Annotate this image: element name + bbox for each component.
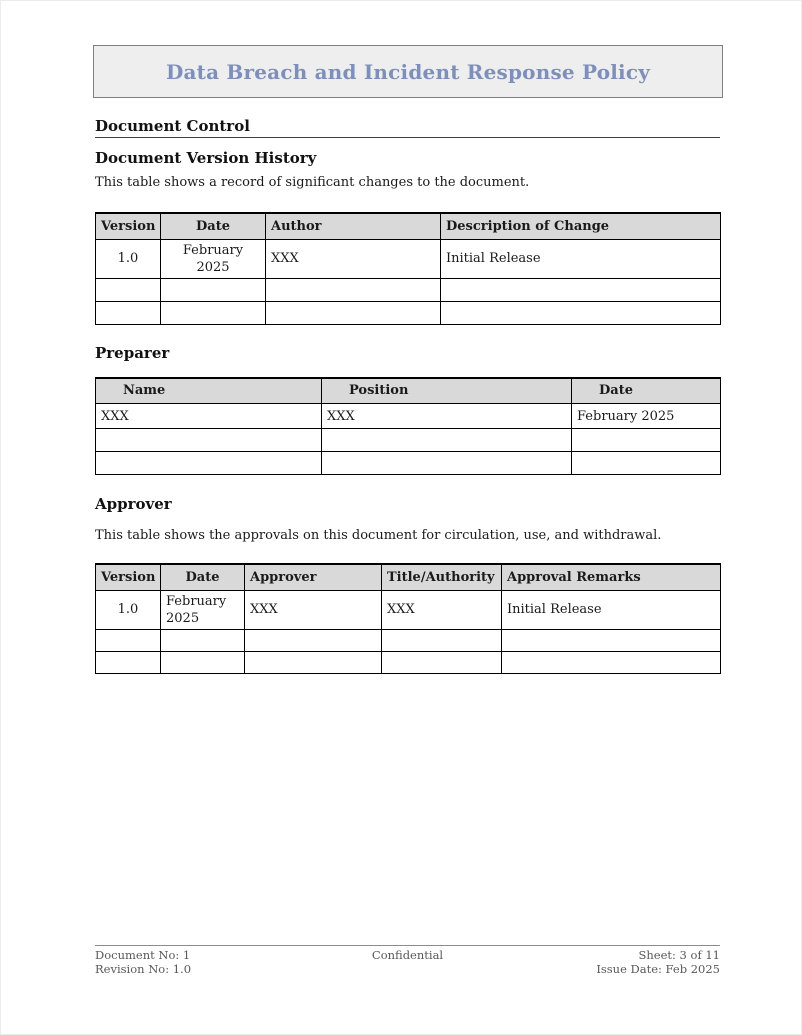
table-row (96, 278, 721, 301)
table-header-cell: Date (572, 378, 721, 404)
table-cell (161, 651, 245, 673)
table-row (96, 629, 721, 651)
table-cell (245, 651, 382, 673)
table-header-cell: Version (96, 213, 161, 239)
table-cell (572, 452, 721, 475)
page-footer (95, 945, 720, 976)
table-cell: XXX (245, 590, 382, 629)
table-header-cell: Date (161, 564, 245, 590)
table-cell (96, 629, 161, 651)
preparer-heading: Preparer (95, 343, 170, 362)
table-row (96, 404, 721, 429)
table-header-cell: Name (96, 378, 322, 404)
footer-sheet: Sheet: 3 of 11 (638, 948, 720, 962)
table-header-cell: Approval Remarks (502, 564, 721, 590)
document-control-heading: Document Control (95, 117, 720, 138)
table-row (96, 301, 721, 324)
table-row (96, 590, 721, 629)
title-banner (93, 45, 723, 98)
table-header-cell: Description of Change (441, 213, 721, 239)
table-cell (96, 651, 161, 673)
table-cell (502, 651, 721, 673)
footer-issue-date: Issue Date: Feb 2025 (596, 961, 720, 976)
table-header-row (96, 564, 721, 590)
table-cell: 1.0 (96, 590, 161, 629)
table-cell: 1.0 (96, 239, 161, 278)
table-cell (96, 452, 322, 475)
table-cell: XXX (382, 590, 502, 629)
table-header-row (96, 378, 721, 404)
table-cell (502, 629, 721, 651)
table-cell: February 2025 (572, 404, 721, 429)
table-cell (96, 278, 161, 301)
table-row (96, 651, 721, 673)
table-header-cell: Date (161, 213, 266, 239)
table-header-cell: Position (322, 378, 572, 404)
table-row (96, 452, 721, 475)
table-cell (161, 629, 245, 651)
table-row (96, 239, 721, 278)
footer-confidential: Confidential (371, 948, 444, 962)
table-cell (161, 278, 266, 301)
table-header-cell: Version (96, 564, 161, 590)
table-cell (161, 301, 266, 324)
table-cell (382, 651, 502, 673)
approver-heading: Approver (95, 495, 172, 513)
table-cell: February 2025 (161, 239, 266, 278)
table-cell (441, 301, 721, 324)
approver-description: This table shows the approvals on this document for circulation, use, and withdrawal. (95, 528, 662, 543)
footer-document-no: Document No: 1 (95, 948, 191, 962)
footer-revision-no: Revision No: 1.0 (95, 961, 192, 976)
table-header-cell: Author (266, 213, 441, 239)
table-cell (245, 629, 382, 651)
table-cell: XXX (96, 404, 322, 429)
table-cell (266, 278, 441, 301)
table-header-cell: Title/Authority (382, 564, 502, 590)
preparer-table (95, 377, 721, 476)
table-cell (96, 429, 322, 452)
table-cell (322, 452, 572, 475)
table-cell (96, 301, 161, 324)
page-title: Data Breach and Incident Response Policy (165, 59, 651, 84)
table-cell (322, 429, 572, 452)
table-row (96, 429, 721, 452)
table-cell: Initial Release (502, 590, 721, 629)
table-cell (441, 278, 721, 301)
table-cell (572, 429, 721, 452)
table-cell (382, 629, 502, 651)
table-header-cell: Approver (245, 564, 382, 590)
table-header-row (96, 213, 721, 239)
table-cell: Initial Release (441, 239, 721, 278)
approver-table (95, 563, 721, 674)
table-cell: XXX (322, 404, 572, 429)
version-history-table (95, 212, 721, 325)
table-cell: XXX (266, 239, 441, 278)
version-history-heading: Document Version History (95, 149, 317, 167)
table-cell: February 2025 (161, 590, 245, 629)
version-history-description: This table shows a record of significant changes to the document. (95, 175, 530, 190)
table-cell (266, 301, 441, 324)
